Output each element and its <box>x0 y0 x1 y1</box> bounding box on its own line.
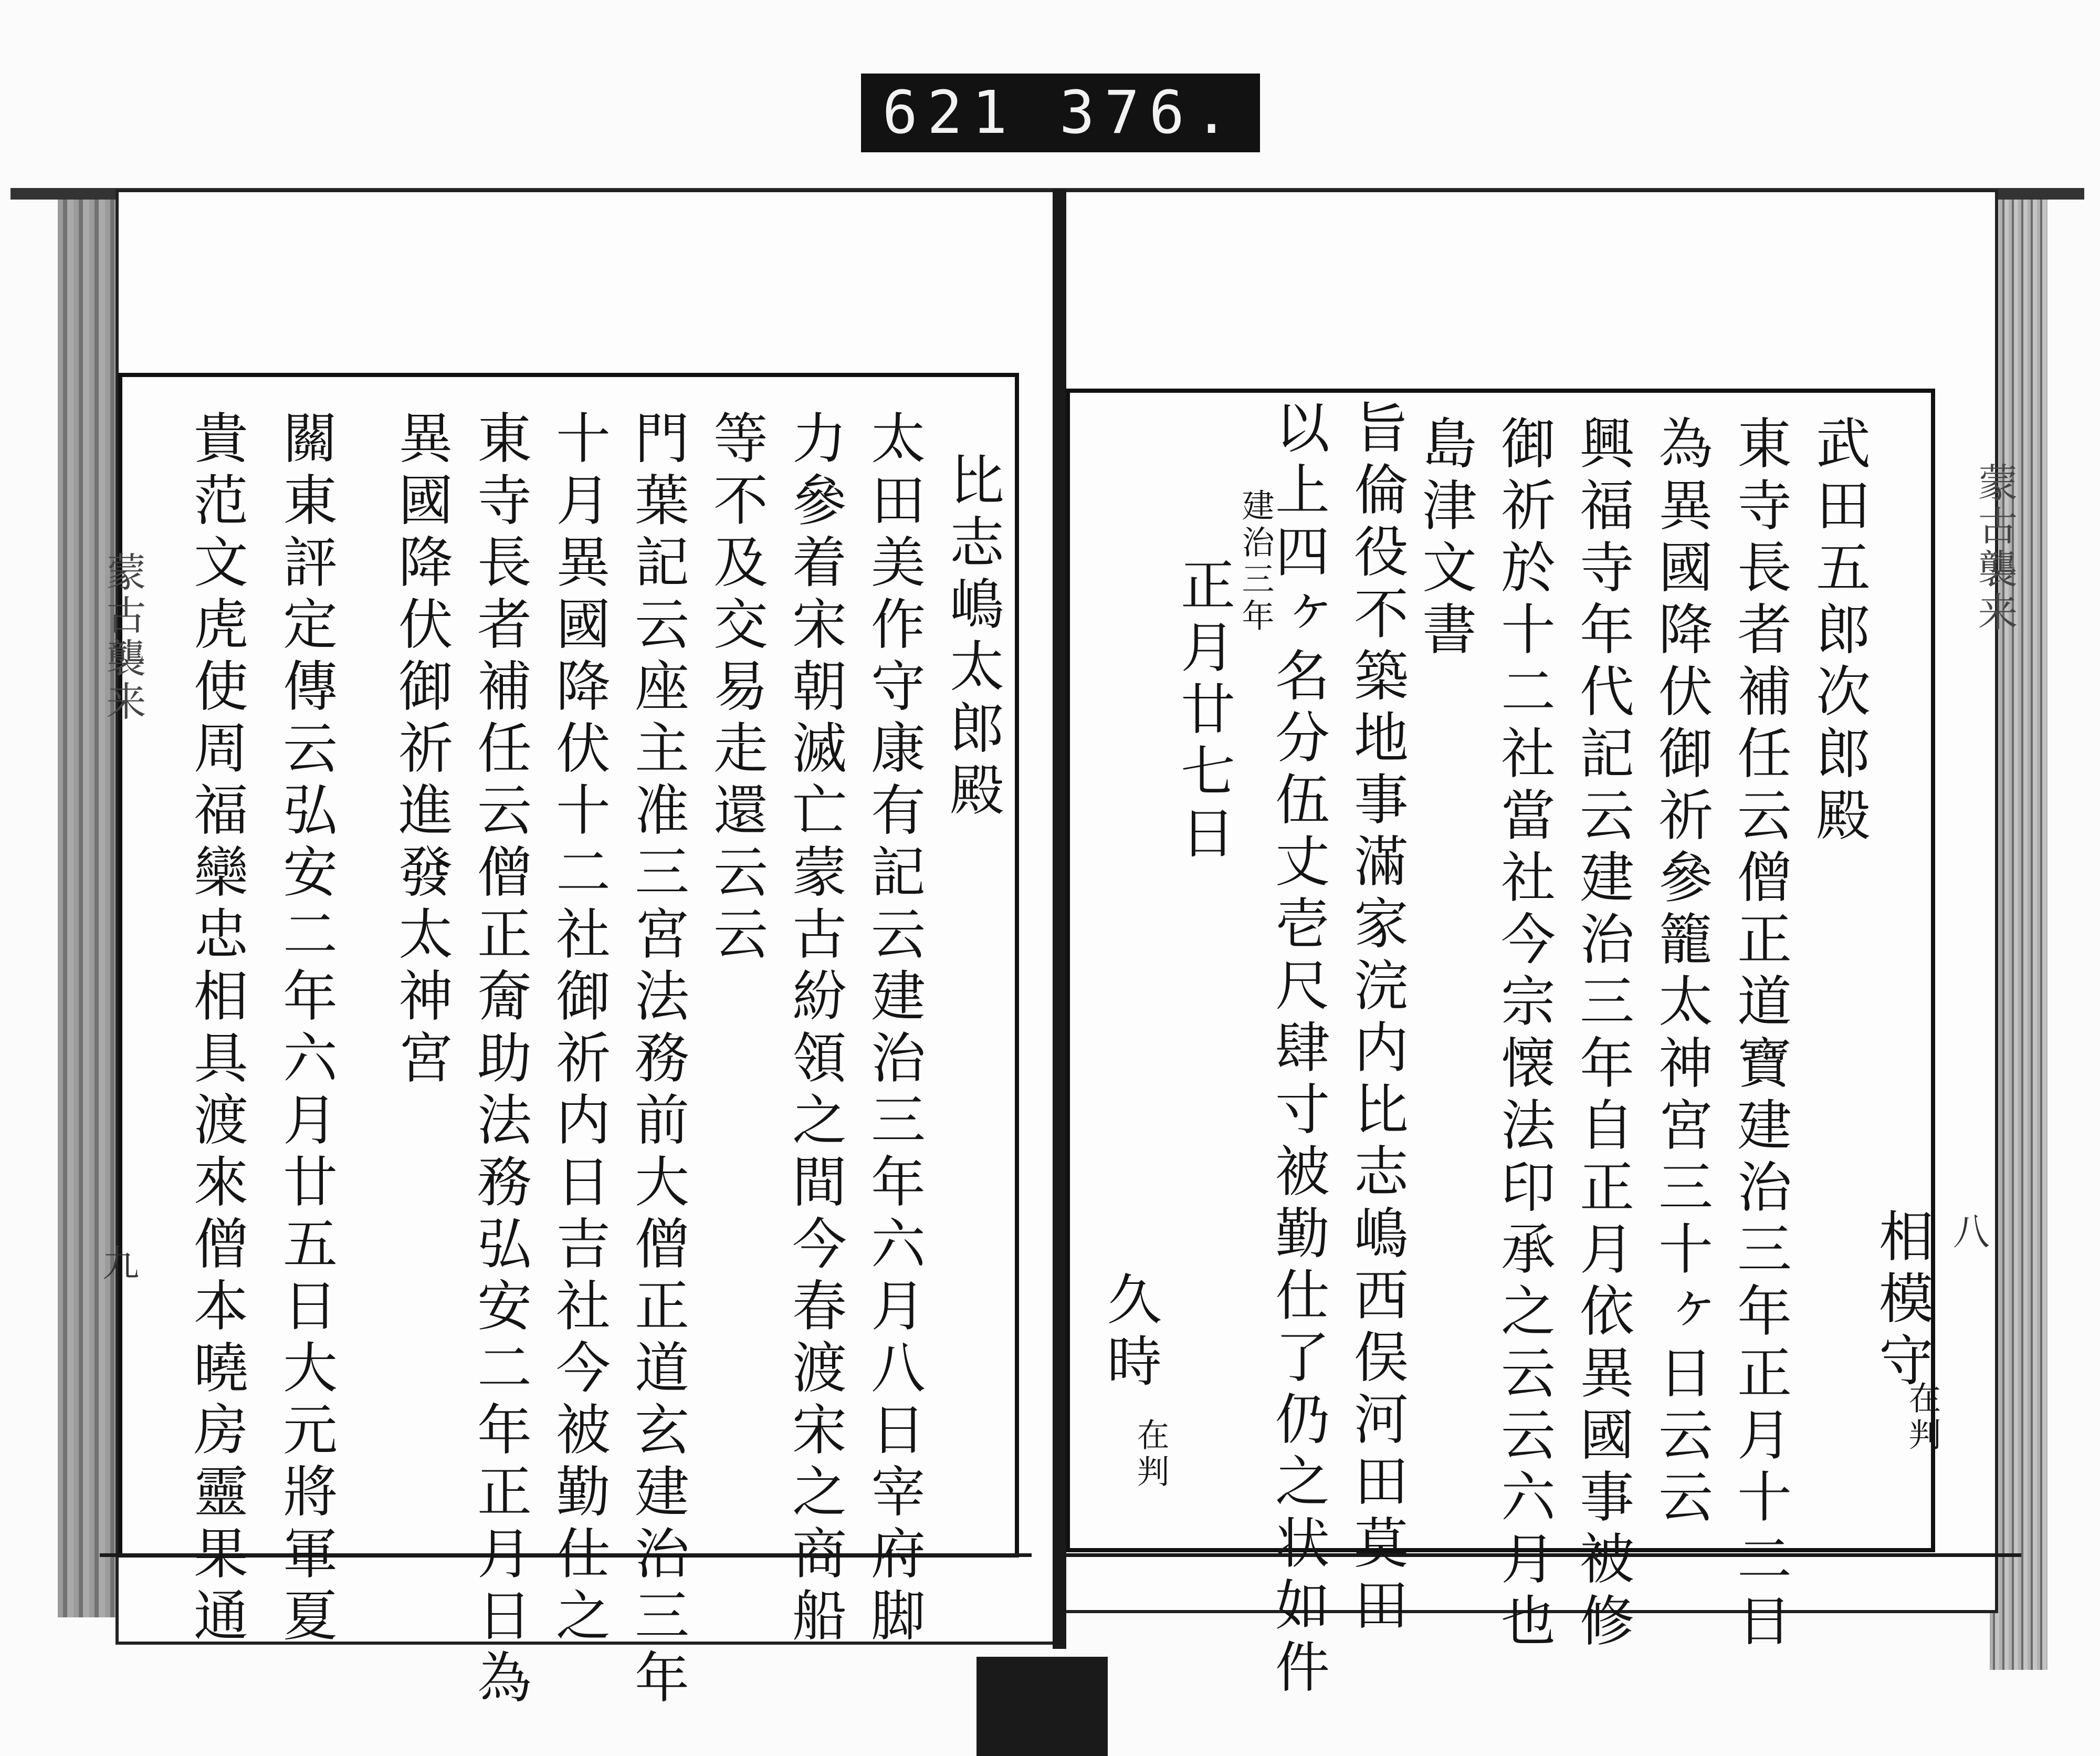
book-spine <box>1053 189 1066 1649</box>
left-margin-title: 蒙古襲来 <box>100 551 146 724</box>
right-signer-2-mark: 在判 <box>1131 1418 1170 1491</box>
left-column-9: 關東評定傳云弘安二年六月廿五日大元將軍夏 <box>274 410 338 1649</box>
left-column-7: 東寺長者補任云僧正奝助法務弘安二年正月日為 <box>468 410 532 1711</box>
left-column-1: 比志嶋太郎殿 <box>940 452 1004 823</box>
book-left-edge <box>58 200 121 1617</box>
right-column-2: 東寺長者補任云僧正道寶建治三年正月十二日 <box>1728 415 1792 1654</box>
right-column-5: 御祈於十二社當社今宗懐法印承之云云六月也 <box>1492 415 1556 1654</box>
book-right-edge <box>1990 200 2048 1670</box>
left-column-2: 太田美作守康有記云建治三年六月八日宰府脚 <box>862 410 926 1649</box>
right-signer-1: 相模守 <box>1870 1208 1934 1394</box>
right-signer-1-mark: 在判 <box>1903 1381 1941 1455</box>
left-column-6: 十月異國降伏十二社御祈内日吉社今被勤仕之 <box>547 410 611 1649</box>
right-signer-2: 久時 <box>1098 1271 1162 1395</box>
right-column-6: 島津文書 <box>1413 415 1477 663</box>
left-column-5: 門葉記云座主准三宮法務前大僧正道玄建治三年 <box>625 410 689 1711</box>
right-column-7: 旨倫役不築地事滿家浣内比志嶋西俣河田莫田 <box>1345 399 1409 1638</box>
right-column-1: 武田五郎次郎殿 <box>1807 415 1871 849</box>
right-date: 正月廿七日 <box>1171 557 1235 866</box>
catalogue-number-label <box>861 74 1260 152</box>
left-column-3: 力參着宋朝滅亡蒙古紛領之間今春渡宋之商船 <box>783 410 847 1649</box>
book-spine-foot <box>976 1657 1108 1756</box>
right-column-4: 興福寺年代記云建治三年自正月依異國事被修 <box>1570 415 1634 1654</box>
left-column-10: 貴范文虎使周福欒忠相具渡來僧本曉房靈果通 <box>184 410 248 1649</box>
right-page-number: 八 <box>1953 1210 1990 1253</box>
right-margin-title: 蒙古襲来 <box>1971 462 2018 634</box>
right-column-3: 為異國降伏御祈參籠太神宮三十ヶ日云云 <box>1649 415 1713 1530</box>
label-left-number: 621 <box>882 79 1017 147</box>
right-date-note: 建治三年 <box>1236 488 1275 635</box>
label-right-number: 376. <box>1059 79 1239 147</box>
left-column-8: 異國降伏御祈進發太神宮 <box>389 410 453 1091</box>
left-column-4: 等不及交易走還云云 <box>704 410 768 967</box>
left-page-number: 九 <box>102 1242 139 1285</box>
right-column-8: 以上四ヶ名分伍丈壱尺肆寸被勤仕了仍之状如件 <box>1266 399 1330 1700</box>
